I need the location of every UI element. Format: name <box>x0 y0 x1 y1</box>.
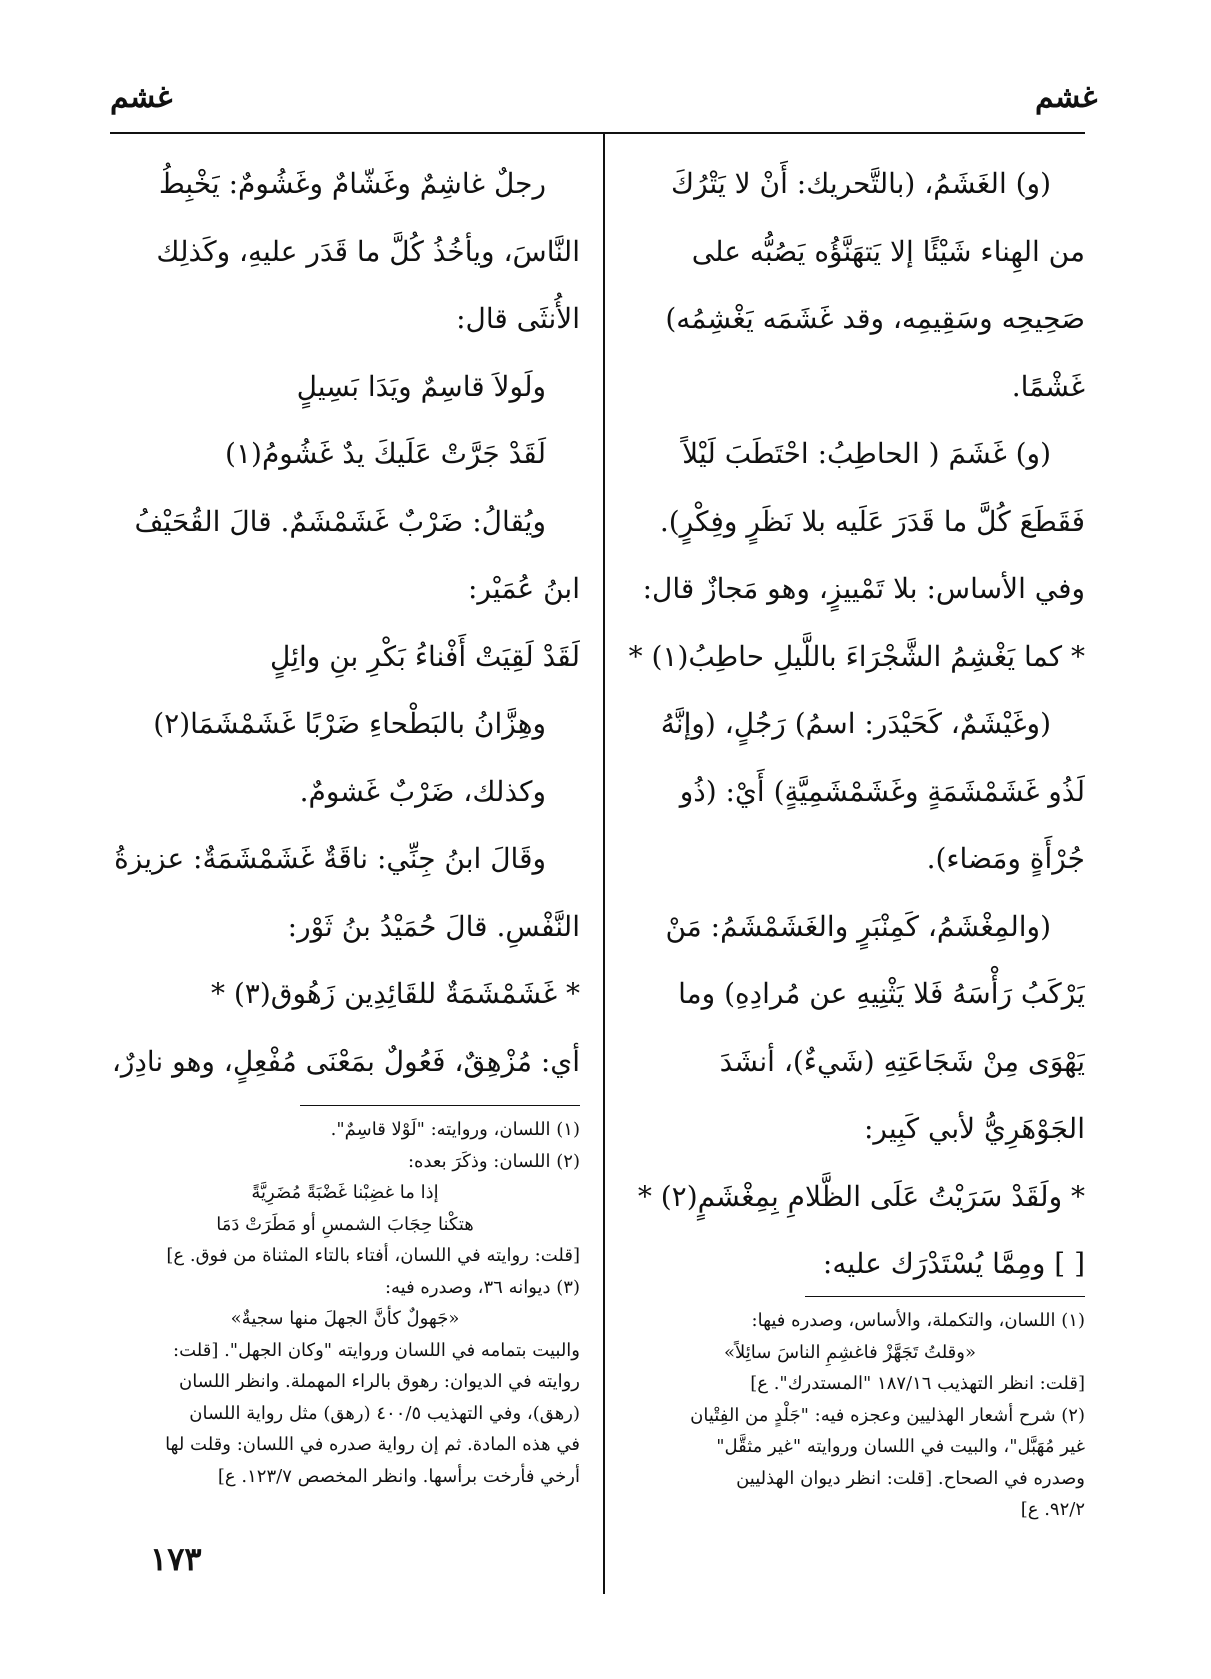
footnote-line: وصدره في الصحاح. [قلت: انظر ديوان الهذليين <box>736 1467 1085 1489</box>
verse-line: لَقَدْ لَقِيَتْ أَفْناءُ بَكْرِ بنِ وائِلٍ <box>270 639 580 673</box>
footnote-line: ٩٢/٢. ع] <box>1020 1499 1085 1520</box>
verse-line: ولَولاَ قاسِمٌ ويَدَا بَسِيلٍ <box>296 369 546 403</box>
text-line: النَّفْسِ. قالَ حُمَيْدُ بنُ ثَوْر: <box>287 909 580 943</box>
footnote-line: في هذه المادة. ثم إن رواية صدره في اللسان: وقلت لها <box>165 1434 580 1455</box>
footnote-line: غير مُهَبَّل"، والبيت في اللسان وروايته "غير مثقَّل" <box>716 1436 1085 1457</box>
footnote-verse-line: هتكْنا حِجَابَ الشمسِ أو مَطَرَتْ دَمَا <box>216 1213 474 1235</box>
text-line: أي: مُزْهِقٌ، فَعُولٌ بمَعْنَى مُفْعِلٍ، وهو نادِرٌ، <box>111 1044 580 1078</box>
footnote-line: (١) اللسان، والتكملة، والأساس، وصدره فيها: <box>751 1310 1085 1331</box>
text-line: الأُنثَى قال: <box>456 302 580 335</box>
right-text-column <box>615 150 1085 1298</box>
text-line: يَهْوَى مِنْ شَجَاعَتِهِ (شَيءٌ)، أنشَدَ <box>719 1044 1085 1078</box>
footnote-line: (١) اللسان، وروايته: "لَوْلا قاسِمٌ". <box>330 1119 580 1140</box>
text-line: ابنُ عُمَيْر: <box>467 572 580 605</box>
text-line: فَقَطَعَ كُلَّ ما قَدَرَ عَلَيه بلا نَظَرٍ وفِكْرٍ). <box>659 504 1085 538</box>
footnote-rule <box>805 1296 1085 1297</box>
verse-line: وهِزَّانُ بالبَطْحاءِ ضَرْبًا غَشَمْشَمَا(٢) <box>153 707 546 740</box>
running-head-left: غشم <box>110 80 173 115</box>
text-line: الجَوْهَرِيُّ لأبي كَبِير: <box>864 1112 1085 1145</box>
running-head-right: غشم <box>1035 80 1098 115</box>
text-line: النَّاسَ، ويأخُذُ كُلَّ ما قَدَر عليهِ، وكَذلِك <box>156 234 580 268</box>
footnote-line: والبيت بتمامه في اللسان وروايته "وكان الجهل". [قلت: <box>173 1339 580 1361</box>
page-number: ١٧٣ <box>150 1540 202 1578</box>
text-line: لَذُو غَشَمْشَمَةٍ وغَشَمْشَمِيَّةٍ) أَيْ: (ذُو <box>679 774 1085 808</box>
footnote-line: [قلت: انظر التهذيب ١٨٧/١٦ "المستدرك". ع] <box>750 1373 1085 1394</box>
verse-line: لَقَدْ جَرَّتْ عَلَيكَ يدٌ غَشُومُ(١) <box>225 437 546 470</box>
text-line: من الهِناء شَيْئًا إلا يَتهَنَّؤُه يَصُبُّه على <box>691 234 1085 268</box>
text-line: ويُقالُ: ضَرْبٌ غَشَمْشَمٌ. قالَ القُحَيْفُ <box>134 504 546 538</box>
left-text-column <box>110 150 580 1095</box>
footnote-line: أرخي فأرخت برأسها. وانظر المخصص ١٢٣/٧. ع] <box>217 1465 580 1487</box>
footnote-line: «وقلتُ تَجَهَّزْ فاغشِمِ الناسَ سائِلاً» <box>724 1341 976 1363</box>
text-line: (وغَيْشَمٌ، كَحَيْدَر: اسمُ) رَجُلٍ، (وإنَّهُ <box>660 707 1051 740</box>
text-line: وكذلك، ضَرْبٌ غَشومٌ. <box>299 774 546 808</box>
footnote-rule <box>300 1105 580 1106</box>
text-line: يَرْكَبُ رَأْسَهُ فَلا يَثْنِيهِ عن مُرادِهِ) وما <box>678 977 1085 1010</box>
footnote-line: روايته في الديوان: رهوق بالراء المهملة. وانظر اللسان <box>178 1371 580 1392</box>
footnote-line: [قلت: روايته في اللسان، أفتاء بالتاء المثناة من فوق. ع] <box>166 1245 580 1266</box>
footnote-verse-line: إذا ما غضِبْنا غَضْبَةً مُضَرِيَّةً <box>251 1182 439 1203</box>
text-line: وفي الأساس: بلا تَمْييزٍ، وهو مَجازٌ قال: <box>642 572 1085 605</box>
right-footnotes <box>615 1296 1085 1526</box>
verse-line: * كما يَغْشِمُ الشَّجْرَاءَ باللَّيلِ حاطِبُ(١) * <box>628 639 1085 673</box>
footnote-line: (٢) شرح أشعار الهذليين وعجزه فيه: "جَلْدٍ من الفِتْيان <box>690 1404 1085 1426</box>
text-line: (والمِغْشَمُ، كَمِنْبَرٍ والغَشَمْشَمُ: مَنْ <box>665 909 1051 943</box>
header-rule <box>110 132 1085 134</box>
footnote-line: (٣) ديوانه ٣٦، وصدره فيه: <box>384 1276 580 1298</box>
column-divider <box>603 134 605 1594</box>
footnote-line: (رهق)، وفي التهذيب ٤٠٠/٥ (رهق) مثل رواية اللسان <box>189 1402 580 1424</box>
footnote-line: (٢) اللسان: وذكَرَ بعده: <box>407 1150 580 1172</box>
text-line: جُرْأَةٍ ومَضاء). <box>926 842 1085 875</box>
text-line: (و) الغَشَمُ، (بالتَّحريك: أَنْ لا يَتْرُكَ <box>671 167 1051 200</box>
footnote-verse-line: «جَهولٌ كأنَّ الجهلَ منها سجيةٌ» <box>230 1308 460 1329</box>
text-line: رجلٌ غاشِمٌ وغَشّامٌ وغَشُومٌ: يَخْبِطُ <box>158 167 546 200</box>
text-line: وقَالَ ابنُ جِنِّي: ناقَةٌ غَشَمْشَمَةٌ: عزيزةُ <box>114 842 546 875</box>
text-line: غَشْمًا. <box>1011 369 1085 403</box>
verse-line: * ولَقَدْ سَرَيْتُ عَلَى الظَّلامِ بِمِغْشَمٍ(٢) * <box>637 1179 1085 1213</box>
text-line: [ ] ومِمَّا يُسْتَدْرَك عليه: <box>822 1247 1085 1280</box>
left-footnotes <box>110 1105 580 1492</box>
text-line: صَحِيحِه وسَقِيمِه، وقد غَشَمَه يَغْشِمُه) <box>665 302 1085 335</box>
text-line: (و) غَشَمَ ( الحاطِبُ: احْتَطَبَ لَيْلاً <box>682 437 1051 470</box>
verse-line: * غَشَمْشَمَةٌ للقَائِدِين زَهُوق(٣) * <box>210 977 580 1010</box>
